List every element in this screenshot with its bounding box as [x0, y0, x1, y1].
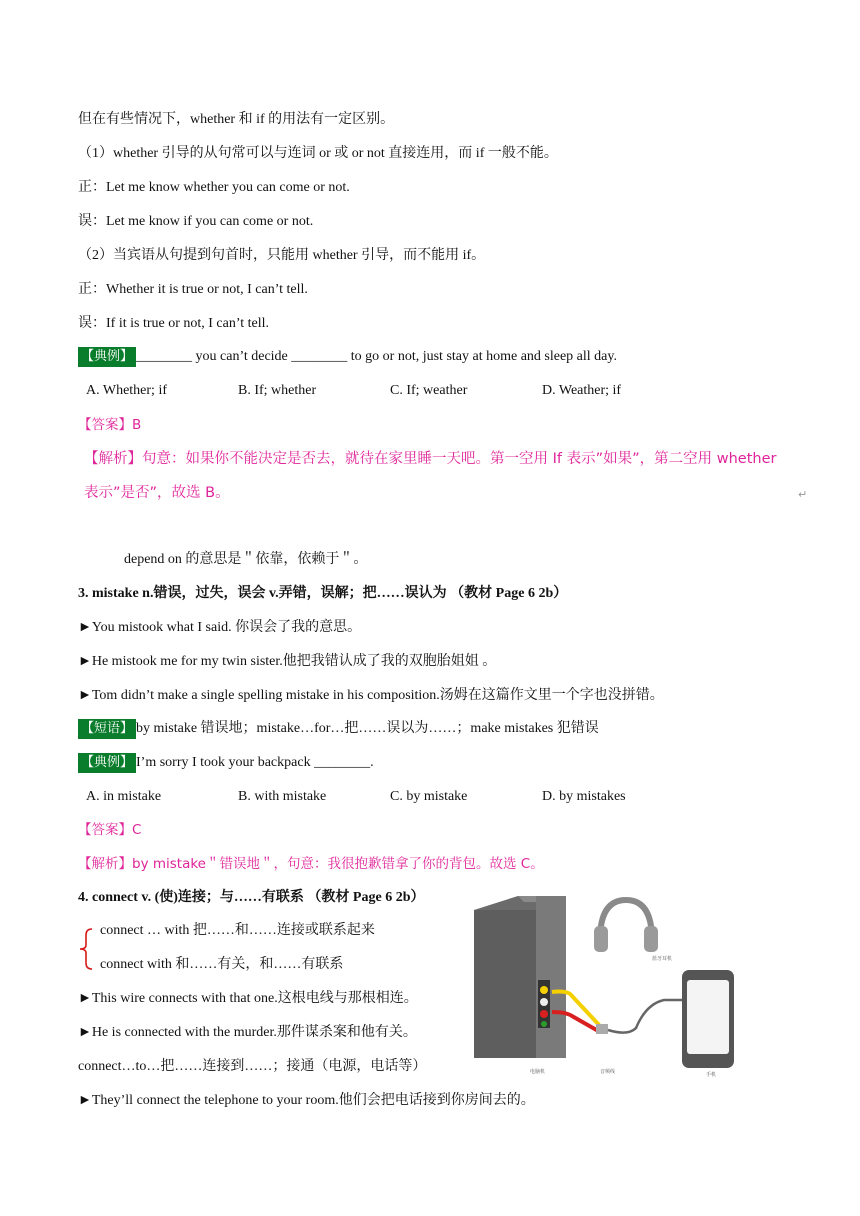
question-text: I’m sorry I took your backpack ________. [136, 755, 374, 770]
option-d: D. Weather; if [542, 383, 622, 398]
answer: 【答案】C [78, 822, 142, 838]
cable-label: 音频线 [600, 1069, 616, 1075]
example-tag: 【典例】 [78, 753, 136, 773]
explanation-line: 表示”是否”，故选 B。 [84, 485, 230, 501]
answer: 【答案】B [78, 417, 142, 433]
phrase-text: by mistake 错误地；mistake…for…把……误以为……；make mistakes 犯错误 [136, 721, 599, 736]
example-question [78, 347, 617, 367]
text-line: 正：Let me know whether you can come or not. [78, 180, 350, 195]
option-a: A. Whether; if [86, 383, 167, 398]
example-tag: 【典例】 [78, 347, 136, 367]
example-sentence: ►He mistook me for my twin sister.他把我错认成了我的双胞胎姐姐 。 [78, 654, 497, 669]
phone-icon [682, 970, 734, 1068]
brace-line: connect … with 把……和……连接或联系起来 [100, 923, 375, 938]
headphones-icon [594, 900, 658, 952]
audio-cable-icon [552, 992, 682, 1035]
question-text: ________ you can’t decide ________ to go or not, just stay at home and sleep all day. [136, 349, 617, 364]
text-line: 误：If it is true or not, I can’t tell. [78, 316, 270, 331]
option-d: D. by mistakes [542, 789, 626, 804]
option-c: C. by mistake [390, 789, 468, 804]
text-line: 误：Let me know if you can come or not. [78, 214, 314, 229]
example-sentence: ►Tom didn’t make a single spelling mistake in his composition.汤姆在这篇作文里一个字也没拼错。 [78, 688, 664, 703]
section-heading: 4. connect v. (使)连接；与……有联系 （教材 Page 6 2b） [78, 890, 425, 905]
explanation-line: 【解析】句意：如果你不能决定是否去，就待在家里睡一天吧。第一空用 If 表示”如果”，第二空用 whether [84, 451, 777, 467]
brace-icon [78, 927, 94, 971]
phrase-tag: 【短语】 [78, 719, 136, 739]
options-row [86, 787, 694, 807]
text-line: （2）当宾语从句提到句首时，只能用 whether 引导，而不能用 if。 [78, 248, 486, 263]
headphones-label: 蓝牙耳机 [652, 956, 673, 962]
example-sentence: connect…to…把……连接到……；接通（电源，电话等） [78, 1059, 427, 1074]
depend-note: depend on 的意思是＂依靠，依赖于＂。 [124, 552, 368, 567]
option-c: C. If; weather [390, 383, 468, 398]
section-heading: 3. mistake n.错误，过失，误会 v.弄错，误解；把……误认为 （教材 Page 6 2b） [78, 586, 568, 601]
text-line: 正：Whether it is true or not, I can’t tell. [78, 282, 308, 297]
example-sentence: ►They’ll connect the telephone to your room.他们会把电话接到你房间去的。 [78, 1093, 535, 1108]
computer-label: 电脑机 [530, 1069, 546, 1075]
example-question [78, 753, 374, 773]
example-sentence: ►You mistook what I said. 你误会了我的意思。 [78, 620, 362, 635]
options-row [86, 381, 694, 401]
brace-line: connect with 和……有关，和……有联系 [100, 957, 344, 972]
option-a: A. in mistake [86, 789, 162, 804]
phone-label: 手机 [706, 1072, 717, 1078]
text-line: 但在有些情况下，whether 和 if 的用法有一定区别。 [78, 112, 395, 127]
phrase-line [78, 719, 599, 739]
text-line: （1）whether 引导的从句常可以与连词 or 或 or not 直接连用，而 if 一般不能。 [78, 146, 558, 161]
example-sentence: ►This wire connects with that one.这根电线与那根相连。 [78, 991, 418, 1006]
option-b: B. with mistake [238, 789, 327, 804]
paragraph-return-mark: ↵ [798, 488, 808, 501]
example-sentence: ►He is connected with the murder.那件谋杀案和他有关。 [78, 1025, 417, 1040]
connection-illustration [468, 888, 768, 1078]
computer-tower-icon [474, 896, 566, 1058]
option-b: B. If; whether [238, 383, 317, 398]
explanation: 【解析】by mistake＂错误地＂，句意：我很抱歉错拿了你的背包。故选 C。 [78, 856, 544, 872]
